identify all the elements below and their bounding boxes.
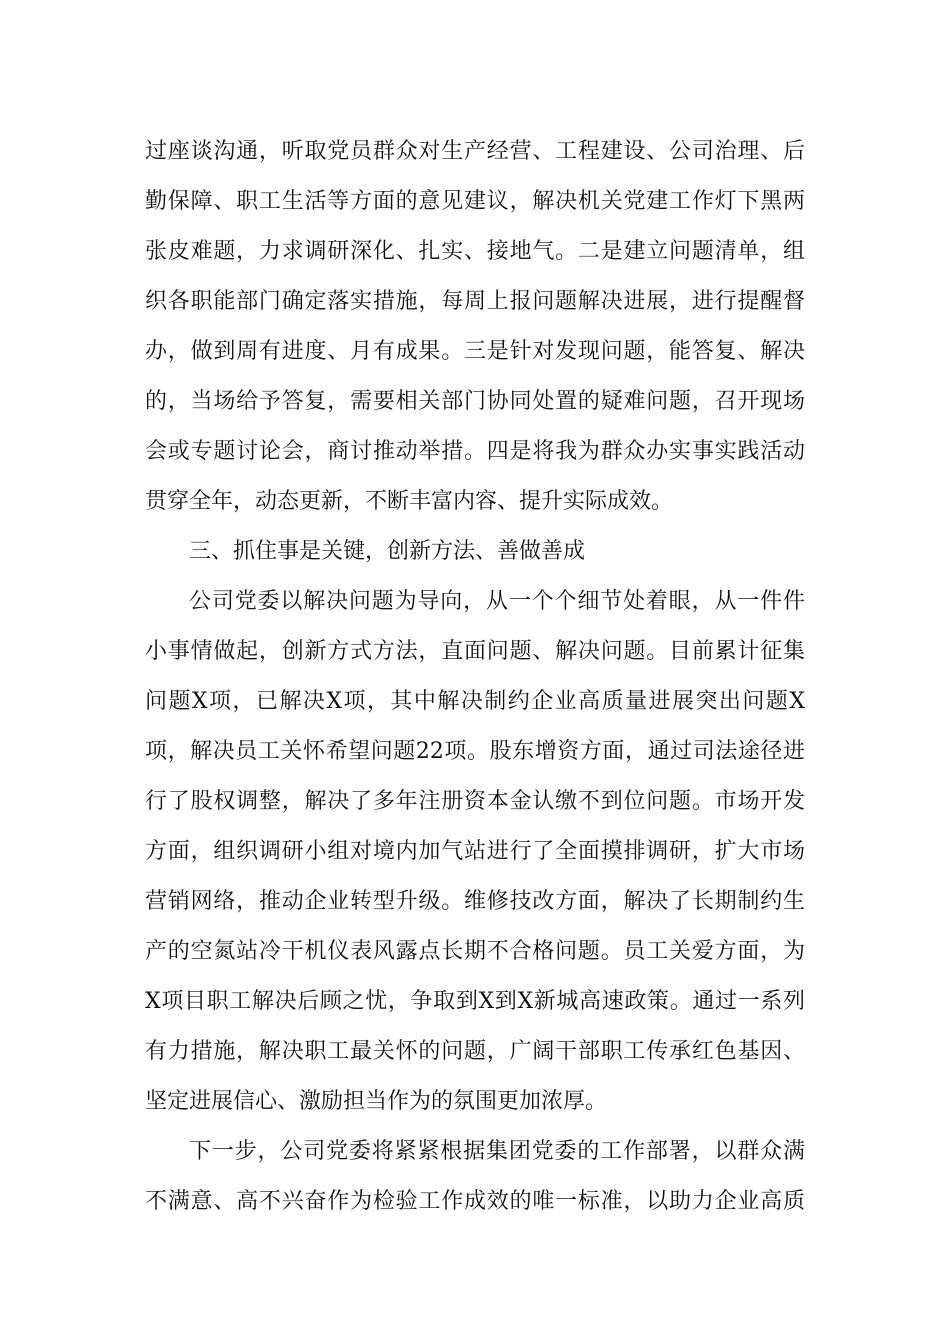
body-text-line: 织各职能部门确定落实措施，每周上报问题解决进展，进行提醒督 bbox=[145, 289, 805, 314]
body-text-line: 问题X项，已解决X项，其中解决制约企业高质量进展突出问题X bbox=[145, 689, 805, 714]
body-text-line: 的，当场给予答复，需要相关部门协同处置的疑难问题，召开现场 bbox=[145, 389, 805, 414]
body-text-line: 过座谈沟通，听取党员群众对生产经营、工程建设、公司治理、后 bbox=[145, 139, 805, 164]
body-text-line: 有力措施，解决职工最关怀的问题，广阔干部职工传承红色基因、 bbox=[145, 1039, 805, 1064]
paragraph-first-line: 下一步，公司党委将紧紧根据集团党委的工作部署，以群众满 bbox=[189, 1139, 805, 1164]
body-text-line: 会或专题讨论会，商讨推动举措。四是将我为群众办实事实践活动 bbox=[145, 439, 805, 464]
body-text-line: 小事情做起，创新方式方法，直面问题、解决问题。目前累计征集 bbox=[145, 639, 805, 664]
body-text-line: 方面，组织调研小组对境内加气站进行了全面摸排调研，扩大市场 bbox=[145, 839, 805, 864]
body-text-line: 勤保障、职工生活等方面的意见建议，解决机关党建工作灯下黑两 bbox=[145, 189, 805, 214]
body-text-line: 营销网络，推动企业转型升级。维修技改方面，解决了长期制约生 bbox=[145, 889, 805, 914]
body-text-line: 项，解决员工关怀希望问题22项。股东增资方面，通过司法途径进 bbox=[145, 739, 805, 764]
body-text-line: 坚定进展信心、激励担当作为的氛围更加浓厚。 bbox=[145, 1089, 608, 1114]
body-text-line: 贯穿全年，动态更新，不断丰富内容、提升实际成效。 bbox=[145, 489, 674, 514]
paragraph-first-line: 公司党委以解决问题为导向，从一个个细节处着眼，从一件件 bbox=[189, 589, 805, 614]
body-text-line: 张皮难题，力求调研深化、扎实、接地气。二是建立问题清单，组 bbox=[145, 239, 805, 264]
section-heading: 三、抓住事是关键，创新方法、善做善成 bbox=[189, 539, 586, 564]
body-text-line: X项目职工解决后顾之忧，争取到X到X新城高速政策。通过一系列 bbox=[145, 989, 805, 1014]
body-text-line: 办，做到周有进度、月有成果。三是针对发现问题，能答复、解决 bbox=[145, 339, 805, 364]
body-text-line: 产的空氮站冷干机仪表风露点长期不合格问题。员工关爱方面，为 bbox=[145, 939, 805, 964]
body-text-line: 行了股权调整，解决了多年注册资本金认缴不到位问题。市场开发 bbox=[145, 789, 805, 814]
body-text-line: 不满意、高不兴奋作为检验工作成效的唯一标准，以助力企业高质 bbox=[145, 1189, 805, 1214]
